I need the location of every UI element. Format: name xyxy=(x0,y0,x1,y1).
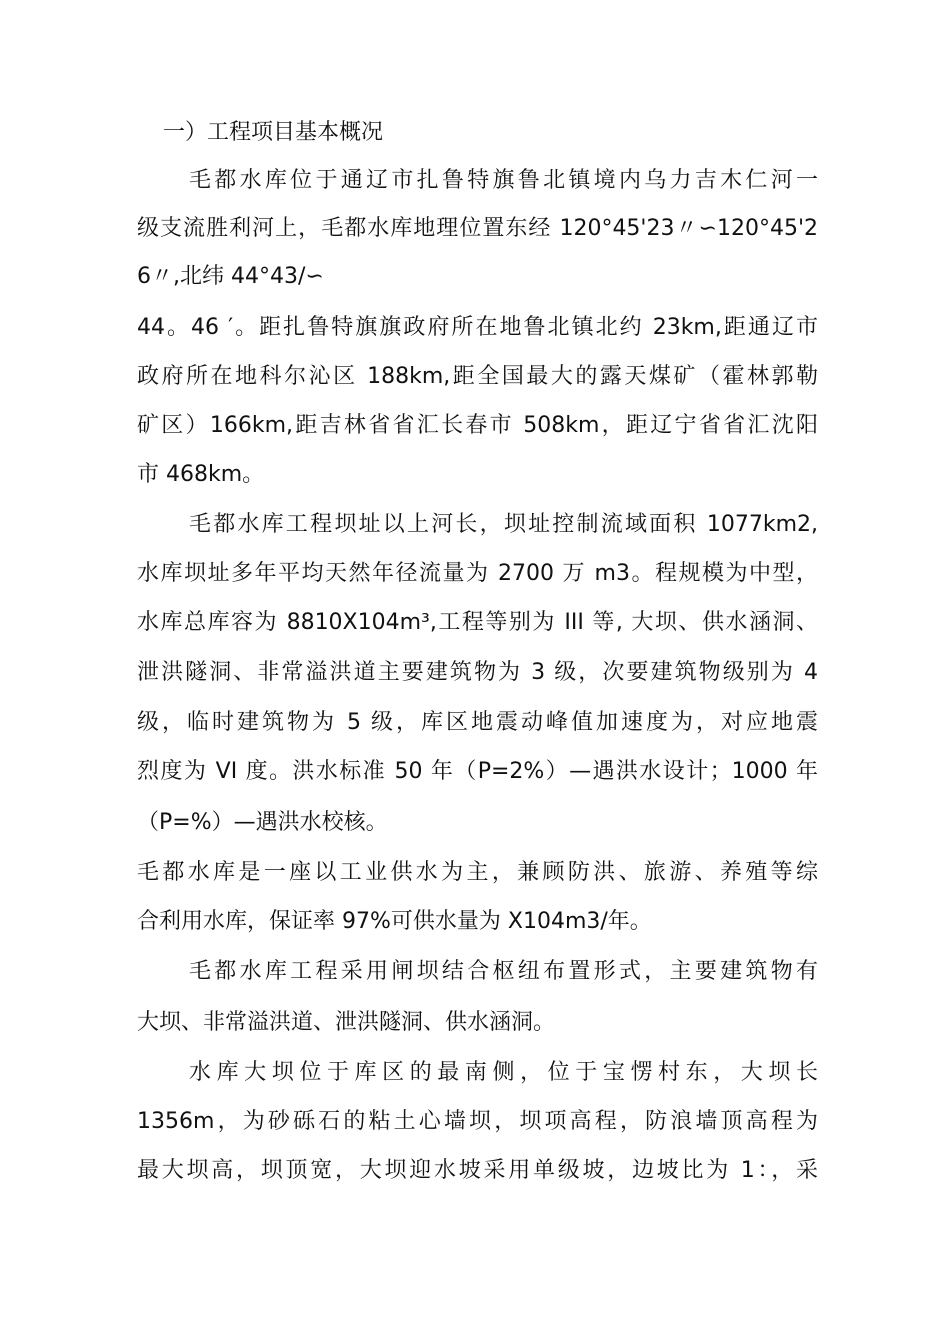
text-line: 政府所在地科尔沁区 188km,距全国最大的露天煤矿（霍林郭勒 xyxy=(137,364,818,389)
text-line: 1356m，为砂砾石的粘土心墙坝，坝项高程，防浪墙顶高程为 xyxy=(137,1109,818,1134)
text-line: 级支流胜利河上，毛都水库地理位置东经 120°45'23〃∽120°45'2 xyxy=(137,216,818,241)
text-line: 水库总库容为 8810X104m³,工程等别为 III 等, 大坝、供水涵洞、 xyxy=(137,610,818,635)
text-line: 毛都水库位于通辽市扎鲁特旗鲁北镇境内乌力吉木仁河一 xyxy=(189,168,818,193)
text-line: 44。46 ′。距扎鲁特旗旗政府所在地鲁北镇北约 23km,距通辽市 xyxy=(137,315,818,340)
text-line: 6〃,北纬 44°43/∽ xyxy=(137,264,324,289)
text-line: 最大坝高，坝顶宽，大坝迎水坡采用单级坡，边坡比为 1：，采 xyxy=(137,1158,818,1183)
text-line: （P=%）—遇洪水校核。 xyxy=(137,810,388,835)
text-line: 毛都水库是一座以工业供水为主，兼顾防洪、旅游、养殖等综 xyxy=(137,860,818,885)
text-line: 矿区）166km,距吉林省省汇长春市 508km，距辽宁省省汇沈阳 xyxy=(137,413,818,438)
text-line: 毛都水库工程采用闸坝结合枢纽布置形式，主要建筑物有 xyxy=(189,959,818,984)
text-line: 级，临时建筑物为 5 级，库区地震动峰值加速度为，对应地震 xyxy=(137,710,818,735)
text-line: 毛都水库工程坝址以上河长，坝址控制流域面积 1077km2, xyxy=(189,512,818,537)
text-line: 水库大坝位于库区的最南侧，位于宝愣村东，大坝长 xyxy=(189,1060,818,1085)
text-line: 市 468km。 xyxy=(137,462,265,487)
text-line: 烈度为 VI 度。洪水标准 50 年（P=2%）—遇洪水设计；1000 年 xyxy=(137,759,818,784)
text-line: 大坝、非常溢洪道、泄洪隧洞、供水涵洞。 xyxy=(137,1010,556,1035)
section-heading: 一）工程项目基本概况 xyxy=(163,120,384,145)
text-line: 合利用水库，保证率 97%可供水量为 X104m3/年。 xyxy=(137,909,652,934)
text-line: 泄洪隧洞、非常溢洪道主要建筑物为 3 级，次要建筑物级别为 4 xyxy=(137,660,818,685)
text-line: 水库坝址多年平均天然年径流量为 2700 万 m3。程规模为中型， xyxy=(137,561,818,586)
